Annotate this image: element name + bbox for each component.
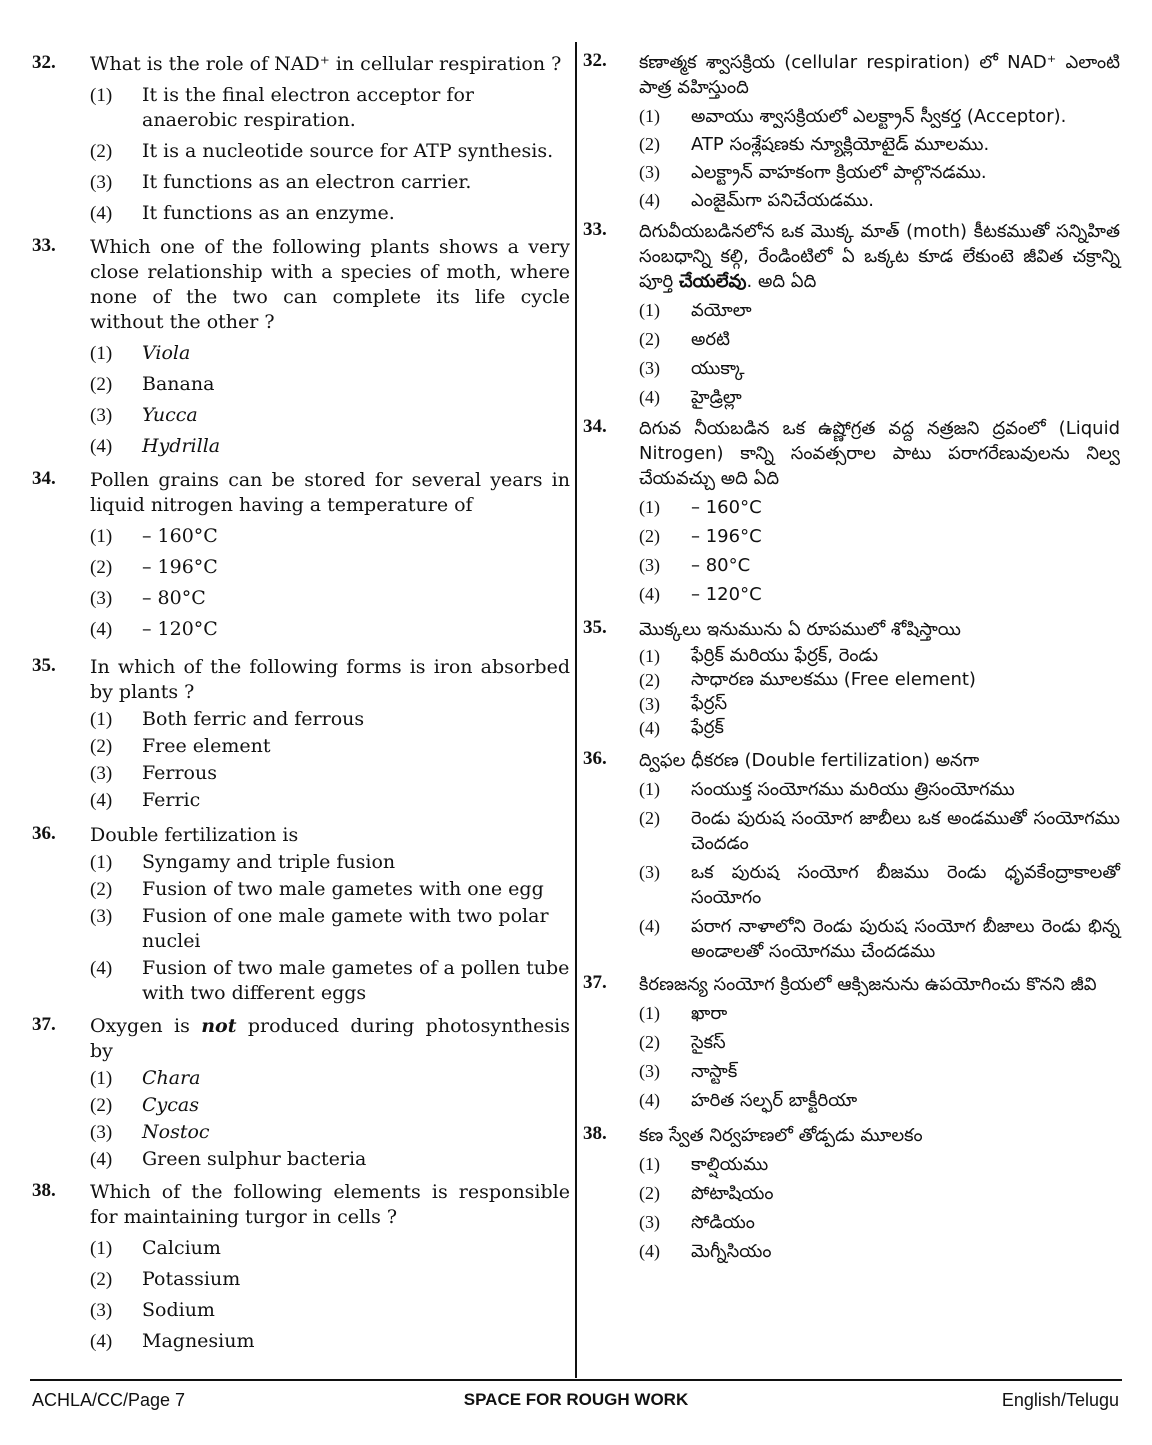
option-text: – 160°C xyxy=(142,525,218,547)
option xyxy=(639,132,1120,157)
option-text: సోడియం xyxy=(691,1212,755,1233)
option xyxy=(639,914,1120,964)
option-number: (1) xyxy=(639,497,660,517)
option xyxy=(639,104,1120,129)
option-text: – 160°C xyxy=(691,497,762,518)
question-number: 38. xyxy=(583,1123,607,1144)
option-text: Yucca xyxy=(142,404,198,426)
option-number: (3) xyxy=(90,1300,113,1321)
option xyxy=(639,777,1120,802)
option xyxy=(90,1267,570,1292)
question-38-te xyxy=(583,1123,1120,1264)
question-text: దిగువ నీయబడిన ఒక ఉష్ణోగ్రత వద్ద నత్రజని ద్రవంలో (Liquid Nitrogen) కాన్ని సంవత్సరాల పాటు పరాగరేణువులను నిల్వ చేయవచ్చు అది ఏది xyxy=(639,418,1120,489)
telugu-column xyxy=(583,42,1120,1264)
option xyxy=(639,385,1120,410)
option xyxy=(639,188,1120,213)
option-number: (2) xyxy=(639,526,660,546)
option-number: (2) xyxy=(90,879,113,900)
option xyxy=(90,956,570,1006)
option-number: (1) xyxy=(90,1068,113,1089)
option xyxy=(90,403,570,428)
option-text: Fusion of one male gamete with two polar nuclei xyxy=(142,905,549,952)
option xyxy=(90,372,570,397)
question-number: 37. xyxy=(32,1014,56,1035)
option-text: Magnesium xyxy=(142,1330,255,1352)
option-number: (3) xyxy=(90,763,113,784)
option-text: Fusion of two male gametes with one egg xyxy=(142,878,544,900)
question-text: Which one of the following plants shows a very close relationship with a species of moth, where none of the two can complete its life cycle without the other ? xyxy=(90,236,570,333)
option-text: Nostoc xyxy=(142,1121,210,1143)
option-number: (3) xyxy=(639,1061,660,1081)
option xyxy=(639,327,1120,352)
option xyxy=(90,877,570,902)
option-text: – 120°C xyxy=(142,618,218,640)
option-text: Potassium xyxy=(142,1268,241,1290)
option-number: (3) xyxy=(90,906,113,927)
option-number: (4) xyxy=(90,436,113,457)
option-number: (1) xyxy=(639,1003,660,1023)
question-text: Pollen grains can be stored for several years in liquid nitrogen having a temperature of xyxy=(90,469,570,516)
option-number: (2) xyxy=(90,141,113,162)
question-37-te xyxy=(583,972,1120,1113)
option-text: Green sulphur bacteria xyxy=(142,1148,367,1170)
option-number: (4) xyxy=(639,916,660,936)
option-text: అవాయు శ్వాసక్రియలో ఎలక్ట్రాన్ స్వీకర్త (Acceptor). xyxy=(691,106,1067,127)
question-number: 35. xyxy=(583,617,607,638)
question-text xyxy=(639,219,1120,294)
option xyxy=(90,139,570,164)
option-text: సాధారణ మూలకము (Free element) xyxy=(691,669,976,690)
question-text: What is the role of NAD⁺ in cellular respiration ? xyxy=(90,53,562,75)
option-number: (4) xyxy=(90,958,113,979)
option-number: (1) xyxy=(639,300,660,320)
option-number: (2) xyxy=(639,1032,660,1052)
option-number: (4) xyxy=(90,790,113,811)
option xyxy=(90,788,570,813)
question-38-en xyxy=(32,1180,570,1354)
question-33-te xyxy=(583,219,1120,410)
option xyxy=(639,668,1120,692)
option xyxy=(639,1030,1120,1055)
question-36-en xyxy=(32,823,570,1006)
question-text: Double fertilization is xyxy=(90,824,299,846)
option-number: (2) xyxy=(90,557,113,578)
page-code: ACHLA/CC/Page 7 xyxy=(32,1390,186,1410)
option-text: వయోలా xyxy=(691,300,752,321)
question-text: ద్విఫల ధీకరణ (Double fertilization) అనగా xyxy=(639,750,980,771)
option xyxy=(90,1066,570,1091)
option-text: ఫేర్రస్ xyxy=(691,693,728,714)
option-text: యుక్కా xyxy=(691,358,745,379)
option xyxy=(90,201,570,226)
option xyxy=(90,1236,570,1261)
question-33-en xyxy=(32,235,570,459)
question-32-en xyxy=(32,52,570,226)
option xyxy=(639,524,1120,549)
question-number: 32. xyxy=(32,52,56,73)
question-text-part: produced during photosynthesis by xyxy=(90,1015,571,1062)
option-text: ATP సంశ్లేషణకు న్యూక్లియోటైడ్ మూలము. xyxy=(691,134,990,155)
option-number: (2) xyxy=(639,329,660,349)
option-number: (3) xyxy=(90,172,113,193)
option-text: Calcium xyxy=(142,1237,221,1259)
option-text: – 80°C xyxy=(142,587,206,609)
option-number: (3) xyxy=(639,862,660,882)
option-number: (3) xyxy=(639,555,660,575)
option xyxy=(639,495,1120,520)
question-number: 34. xyxy=(32,468,56,489)
question-text-part: దిగువీయబడినలోన ఒక మొక్క మాత్ (moth) కీటకముతో సన్నిహిత సంబధాన్ని కల్గి, రేండింటిలో ఏ ఒక్కట కూడ లేకుంటె జీవిత చక్రాన్ని పూర్తి xyxy=(639,221,1120,292)
language-label: English/Telugu xyxy=(1001,1390,1119,1410)
option-text: Sodium xyxy=(142,1299,215,1321)
question-number: 34. xyxy=(583,416,607,437)
question-text-part: Oxygen is xyxy=(90,1015,202,1037)
option xyxy=(639,298,1120,323)
option-text: హైడ్రిల్లా xyxy=(691,387,742,408)
option-number: (4) xyxy=(639,718,660,738)
option xyxy=(639,582,1120,607)
option xyxy=(90,904,570,954)
option-number: (3) xyxy=(90,405,113,426)
option xyxy=(90,734,570,759)
option xyxy=(90,1329,570,1354)
question-number: 36. xyxy=(32,823,56,844)
option xyxy=(90,1093,570,1118)
option-number: (3) xyxy=(90,1122,113,1143)
option-text: పోటాషియం xyxy=(691,1183,774,1204)
question-number: 36. xyxy=(583,748,607,769)
question-text-part: . అది ఏది xyxy=(746,271,817,292)
option xyxy=(90,1147,570,1172)
option-text: It functions as an electron carrier. xyxy=(142,171,472,193)
option-number: (2) xyxy=(639,670,660,690)
option xyxy=(90,341,570,366)
option-number: (2) xyxy=(90,1269,113,1290)
option-number: (1) xyxy=(90,852,113,873)
option xyxy=(639,1088,1120,1113)
option-number: (4) xyxy=(639,190,660,210)
option-text: It functions as an enzyme. xyxy=(142,202,395,224)
option-text: Cycas xyxy=(142,1094,199,1116)
option-text: Chara xyxy=(142,1067,201,1089)
option-number: (4) xyxy=(639,584,660,604)
option-text: Fusion of two male gametes of a pollen tube with two different eggs xyxy=(142,957,570,1004)
option-text: It is the final electron acceptor for anaerobic respiration. xyxy=(142,84,474,131)
question-32-te xyxy=(583,50,1120,213)
option xyxy=(639,1152,1120,1177)
option-text: ఖారా xyxy=(691,1003,728,1024)
option xyxy=(639,644,1120,668)
option-text: ఫేర్రక్ xyxy=(691,717,724,738)
question-text: Which of the following elements is responsible for maintaining turgor in cells ? xyxy=(90,1181,570,1228)
question-35-te xyxy=(583,617,1120,740)
option-number: (4) xyxy=(90,203,113,224)
option-text: Ferric xyxy=(142,789,201,811)
option-number: (3) xyxy=(639,358,660,378)
option-number: (4) xyxy=(639,1090,660,1110)
option-number: (4) xyxy=(639,387,660,407)
option xyxy=(639,1059,1120,1084)
option-number: (3) xyxy=(639,1212,660,1232)
question-emphasis: చేయలేవు xyxy=(678,271,747,292)
option-text: ఒక పురుష సంయోగ బీజము రెండు ధృవకేంద్రాకాలతో సంయోగం xyxy=(691,862,1120,908)
option-number: (1) xyxy=(90,526,113,547)
option-text: సైకస్ xyxy=(691,1032,726,1053)
rough-work-label: SPACE FOR ROUGH WORK xyxy=(463,1390,689,1409)
option-text: ఎలక్ట్రాన్ వాహకంగా క్రియలో పాల్గొనడము. xyxy=(691,162,987,183)
option xyxy=(639,553,1120,578)
footer-rule xyxy=(30,1379,1122,1381)
english-column xyxy=(32,42,570,1354)
question-text: కిరణజన్య సంయోగ క్రియలో ఆక్సిజనును ఉపయోగించు కొనని జీవి xyxy=(639,974,1097,995)
question-text xyxy=(90,1014,570,1064)
option-text: – 120°C xyxy=(691,584,762,605)
option xyxy=(639,692,1120,716)
question-number: 32. xyxy=(583,50,607,71)
question-text: మొక్కలు ఇనుమును ఏ రూపములో శోషిస్తాయి xyxy=(639,619,961,640)
option-text: మెగ్నీసియం xyxy=(691,1241,772,1262)
option-text: – 196°C xyxy=(691,526,762,547)
option-text: ఫేర్రిక్ మరియు ఫేర్రక్, రెండు xyxy=(691,645,879,666)
option-number: (1) xyxy=(90,343,113,364)
option xyxy=(90,434,570,459)
question-text: In which of the following forms is iron absorbed by plants ? xyxy=(90,656,570,703)
option-text: Syngamy and triple fusion xyxy=(142,851,396,873)
option xyxy=(639,356,1120,381)
question-text: కణాత్మక శ్వాసక్రియ (cellular respiration) లో NAD⁺ ఎలాంటి పాత్ర వహిస్తుంది xyxy=(639,52,1120,98)
option-number: (2) xyxy=(639,1183,660,1203)
option-text: Hydrilla xyxy=(142,435,221,457)
option-number: (1) xyxy=(90,709,113,730)
option-number: (4) xyxy=(639,1241,660,1261)
question-number: 35. xyxy=(32,655,56,676)
option-text: అరటి xyxy=(691,329,730,350)
question-number: 33. xyxy=(32,235,56,256)
option xyxy=(90,761,570,786)
question-number: 33. xyxy=(583,219,607,240)
question-text: కణ స్వేత నిర్వహణలో తోడ్పడు మూలకం xyxy=(639,1125,923,1146)
option-text: Free element xyxy=(142,735,271,757)
option xyxy=(639,806,1120,856)
option-number: (1) xyxy=(639,1154,660,1174)
option xyxy=(90,586,570,611)
option-text: హరిత సల్ఫర్ బాక్టీరియా xyxy=(691,1090,858,1111)
option-number: (3) xyxy=(90,588,113,609)
option-number: (4) xyxy=(90,1149,113,1170)
option-number: (1) xyxy=(90,1238,113,1259)
question-34-te xyxy=(583,416,1120,607)
question-35-en xyxy=(32,655,570,813)
option-text: – 80°C xyxy=(691,555,751,576)
question-number: 38. xyxy=(32,1180,56,1201)
option-text: Ferrous xyxy=(142,762,217,784)
option-number: (2) xyxy=(639,134,660,154)
option-text: పరాగ నాళాలోని రెండు పురుష సంయోగ బీజాలు రెండు భిన్న అండాలతో సంయోగము చేందడము xyxy=(691,916,1120,962)
question-36-te xyxy=(583,748,1120,964)
option xyxy=(639,1239,1120,1264)
option xyxy=(90,617,570,642)
option-text: సంయుక్త సంయోగము మరియు త్రిసంయోగము xyxy=(691,779,1015,800)
option-number: (3) xyxy=(639,694,660,714)
option-number: (4) xyxy=(90,619,113,640)
option xyxy=(639,860,1120,910)
option xyxy=(90,850,570,875)
option-text: Viola xyxy=(142,342,191,364)
option xyxy=(639,1181,1120,1206)
option-text: Banana xyxy=(142,373,215,395)
option xyxy=(90,1298,570,1323)
question-emphasis: not xyxy=(201,1015,237,1037)
option xyxy=(90,1120,570,1145)
option-number: (1) xyxy=(639,106,660,126)
option xyxy=(639,1210,1120,1235)
option-text: కాల్షియము xyxy=(691,1154,769,1175)
option xyxy=(90,707,570,732)
option xyxy=(90,555,570,580)
option-text: It is a nucleotide source for ATP synthesis. xyxy=(142,140,554,162)
option xyxy=(90,524,570,549)
option-number: (3) xyxy=(639,162,660,182)
question-number: 37. xyxy=(583,972,607,993)
option-number: (4) xyxy=(90,1331,113,1352)
option-text: – 196°C xyxy=(142,556,218,578)
column-divider xyxy=(575,42,577,1378)
option-text: నాస్టాక్ xyxy=(691,1061,738,1082)
option-text: Both ferric and ferrous xyxy=(142,708,365,730)
option-text: రెండు పురుష సంయోగ జాబీలు ఒక అండముతో సంయోగము చెందడం xyxy=(691,808,1120,854)
question-37-en xyxy=(32,1014,570,1172)
question-34-en xyxy=(32,468,570,642)
option-number: (2) xyxy=(90,736,113,757)
option-number: (1) xyxy=(639,779,660,799)
option-number: (2) xyxy=(90,1095,113,1116)
option xyxy=(90,83,570,133)
option xyxy=(639,160,1120,185)
option xyxy=(90,170,570,195)
option xyxy=(639,716,1120,740)
option-number: (2) xyxy=(639,808,660,828)
option xyxy=(639,1001,1120,1026)
option-text: ఎంజైమ్‌గా పనిచేయడము. xyxy=(691,190,875,211)
option-number: (2) xyxy=(90,374,113,395)
option-number: (1) xyxy=(639,646,660,666)
option-number: (1) xyxy=(90,85,113,106)
